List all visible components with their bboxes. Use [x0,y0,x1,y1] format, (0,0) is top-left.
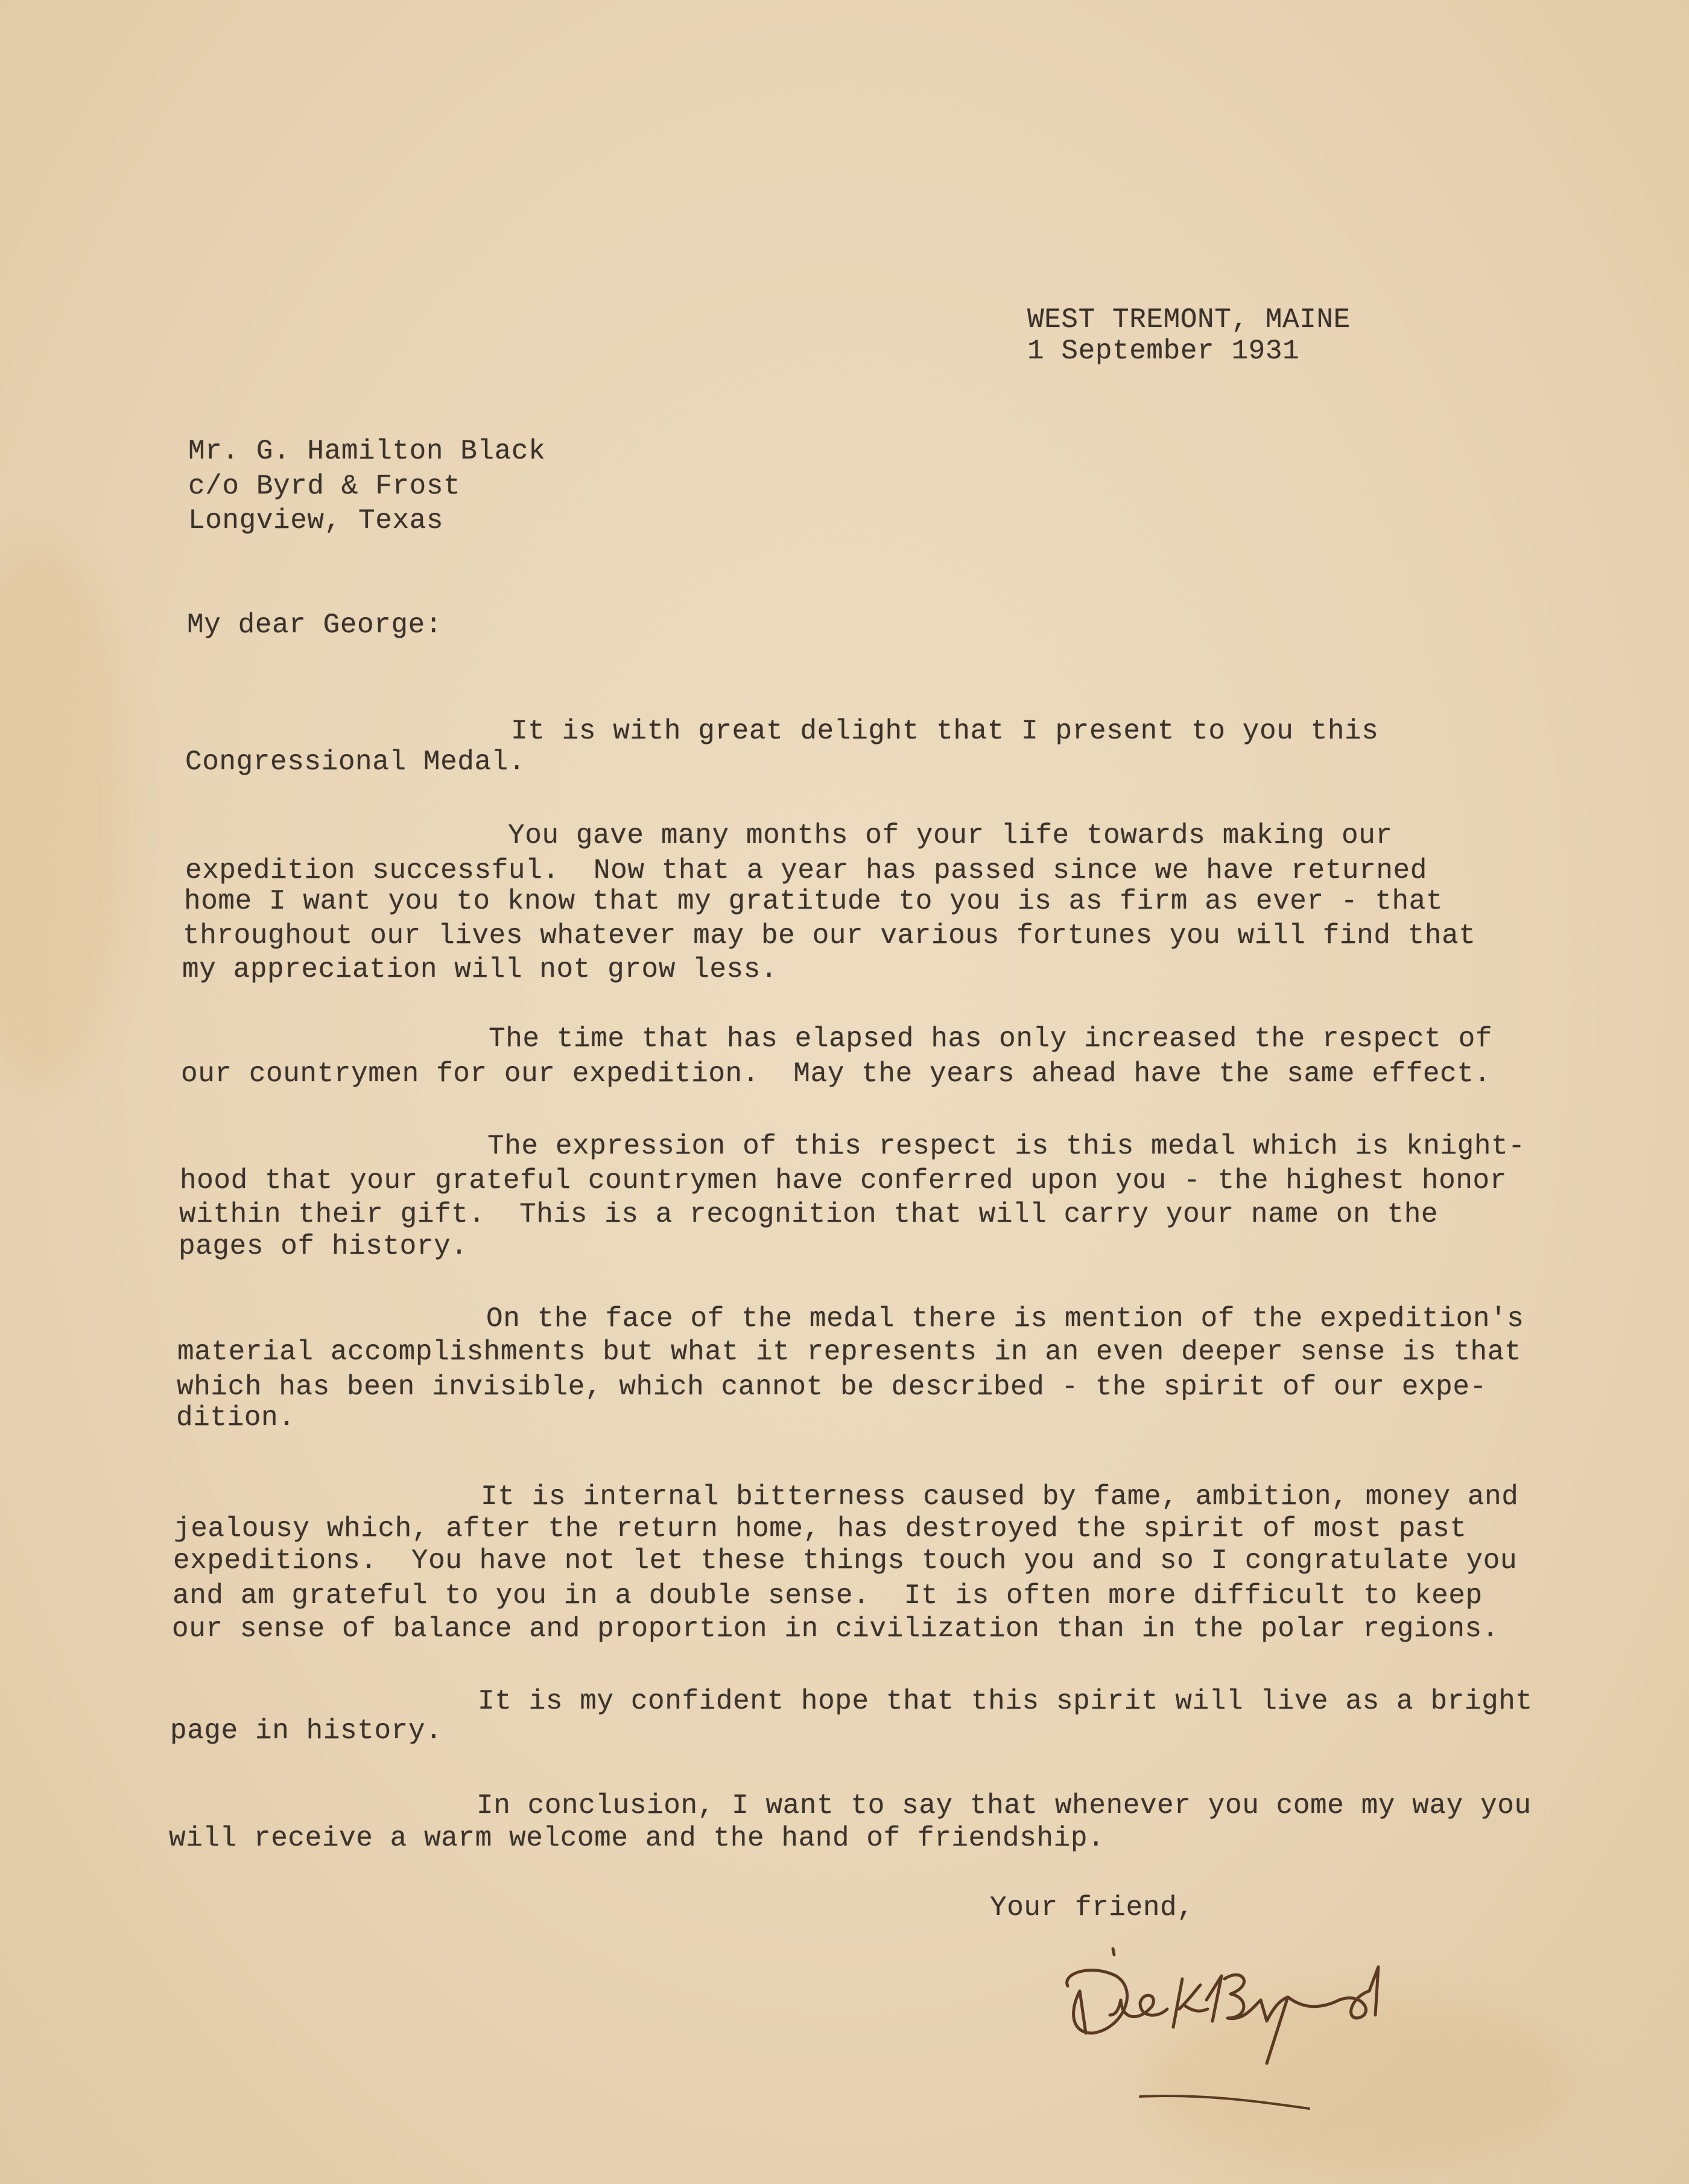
body-line: pages of history. [179,1231,468,1262]
body-line: page in history. [170,1715,443,1747]
body-line: It is my confident hope that this spirit will live as a bright [478,1686,1533,1717]
body-line: jealousy which, after the return home, has destroyed the spirit of most past [174,1513,1467,1544]
body-line: which has been invisible, which cannot be described - the spirit of our expe- [177,1371,1487,1403]
date: 1 September 1931 [1027,335,1300,367]
body-line: The expression of this respect is this medal which is knight- [487,1131,1526,1162]
place: WEST TREMONT, MAINE [1027,304,1351,335]
body-line: hood that your grateful countrymen have conferred upon you - the highest honor [180,1165,1507,1196]
paper-stain [0,543,133,1086]
body-line: It is with great delight that I present to you this [511,716,1379,747]
body-line: Congressional Medal. [185,746,526,778]
body-line: throughout our lives whatever may be our various fortunes you will find that [183,920,1476,951]
body-line: our sense of balance and proportion in civilization than in the polar regions. [172,1613,1499,1645]
closing: Your friend, [990,1892,1194,1923]
body-line: my appreciation will not grow less. [182,954,778,985]
handwritten-signature [1050,1943,1532,2124]
recipient-line: c/o Byrd & Frost [188,471,461,502]
body-line: and am grateful to you in a double sense. It is often more difficult to keep [173,1580,1483,1611]
body-line: home I want you to know that my gratitude to you is as firm as ever - that [184,886,1443,917]
body-line: our countrymen for our expedition. May the years ahead have the same effect. [181,1058,1491,1090]
body-line: dition. [176,1402,296,1433]
body-line: will receive a warm welcome and the hand of friendship. [169,1823,1105,1854]
body-line: expedition successful. Now that a year has passed since we have returned [185,855,1427,886]
body-line: The time that has elapsed has only increased the respect of [489,1023,1493,1055]
body-line: within their gift. This is a recognition that will carry your name on the [179,1199,1439,1230]
recipient-line: Mr. G. Hamilton Black [188,436,546,467]
body-line: On the face of the medal there is mention of the expedition's [486,1303,1524,1335]
recipient-line: Longview, Texas [188,505,444,536]
body-line: material accomplishments but what it represents in an even deeper sense is that [177,1336,1522,1368]
body-line: expeditions. You have not let these things touch you and so I congratulate you [173,1545,1518,1576]
body-line: In conclusion, I want to say that whenever you come my way you [477,1790,1532,1821]
salutation: My dear George: [187,609,443,641]
body-line: You gave many months of your life towards making our [508,820,1393,851]
body-line: It is internal bitterness caused by fame, ambition, money and [481,1481,1519,1513]
